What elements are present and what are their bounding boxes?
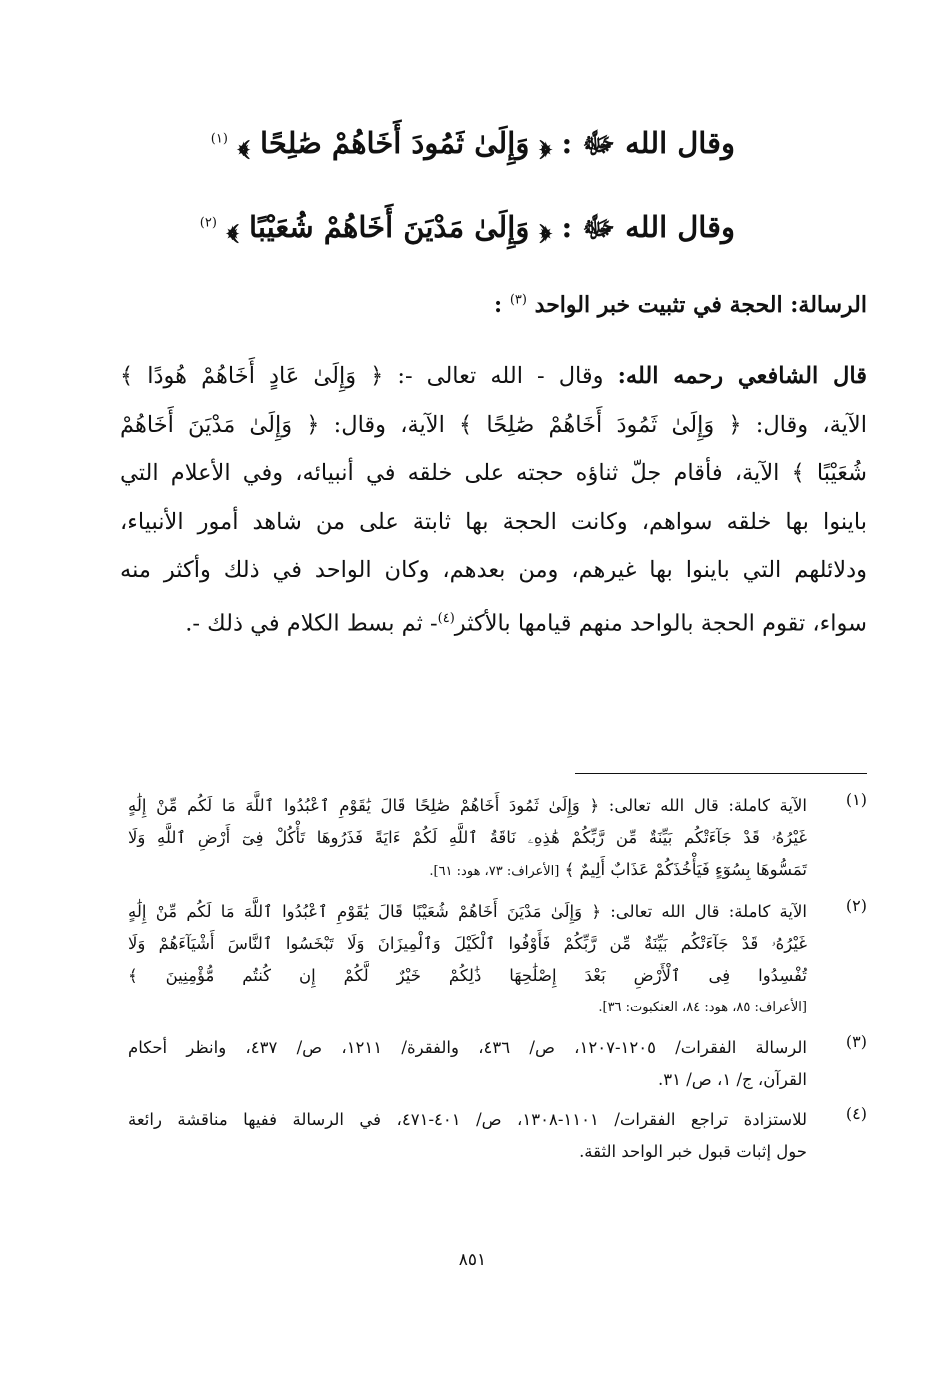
footnote-text: للاستزادة تراجع الفقرات/ ١١٠١-١٣٠٨، ص/ ٤٠١-٤٧١، في الرسالة ففيها مناقشة رائعة حول إثبات قبول خبر الواحد الثقة. [128,1110,807,1161]
verse-text: ﴿ وَإِلَىٰ ثَمُودَ أَخَاهُمْ صَٰلِحًا ﴾ [238,126,552,160]
body-line: الآية، وقال: ﴿ وَإِلَىٰ ثَمُودَ أَخَاهُمْ صَٰلِحًا ﴾ الآية، وقال: ﴿ وَإِلَىٰ مَدْيَنَ أَخَاهُمْ [120,411,867,438]
body-line: ودلائلهم التي باينوا بها غيرهم، ومن بعدهم، وكان الواحد في ذلك وأكثر منه [120,557,867,583]
page-number: ٨٥١ [458,1250,487,1270]
speaker: قال الشافعي رحمه الله: [617,363,867,389]
footnote-number: (٤) [845,1104,867,1123]
verse-text: ﴿ وَإِلَىٰ مَدْيَنَ أَخَاهُمْ شُعَيْبًا ﴾ [227,210,552,244]
body-line: قال الشافعي رحمه الله: وقال - الله تعالى -: ﴿ وَإِلَىٰ عَادٍ أَخَاهُمْ هُودًا ﴾ [120,363,867,389]
body-line: شُعَيْبًا ﴾ الآية، فأقام جلّ ثناؤه حجته على خلقه في أنبيائه، وفي الأعلام التي [120,460,867,486]
footnote-ref: (٢) [199,215,217,231]
verse-intro: وقال الله ﷻ : [561,126,735,160]
verse-line-1 [170,126,735,168]
section-heading [300,292,867,318]
footnote-separator [575,773,867,774]
footnote-2 [128,896,867,1024]
footnote-text: الرسالة الفقرات/ ١٢٠٥-١٢٠٧، ص/ ٤٣٦، والفقرة/ ١٢١١، ص/ ٤٣٧، وانظر أحكام القرآن، ج/ ١، ص/ ٣١. [128,1038,807,1089]
footnote-ref: (٤) [437,610,455,626]
footnote-3 [128,1032,867,1096]
verse-intro: وقال الله ﷻ : [561,210,735,244]
footnotes [128,790,867,1176]
footnote-source: [الأعراف: ٧٣، هود: ٦١]. [429,864,560,879]
footnote-ref: (٣) [509,292,527,308]
body-line: باينوا بها خلقه سواهم، وكانت الحجة بها ثابتة على من شاهد أمور الأنبياء، [120,508,867,535]
footnote-text: الآية كاملة: قال الله تعالى: ﴿ وَإِلَىٰ ثَمُودَ أَخَاهُمْ صَٰلِحًا قَالَ يَٰقَوْمِ ٱعْبُدُوا ٱللَّهَ مَا لَكُم مِّنْ إِلَٰهٍ غَيْرُهُۥ قَدْ جَآءَتْكُم بَيِّنَةٌ مِّن رَّبِّكُمْ هَٰذِهِۦ نَاقَةُ ٱللَّهِ لَكُمْ ءَايَةً فَذَرُوهَا تَأْكُلْ فِىٓ أَرْضِ ٱللَّهِ وَلَا تَمَسُّوهَا بِسُوٓءٍ فَيَأْخُذَكُمْ عَذَابٌ أَلِيمٌ ﴾ [الأعراف: ٧٣، هود: ٦١]. [128,796,807,879]
footnote-ref: (١) [210,131,228,147]
footnote-number: (٣) [845,1032,867,1051]
heading-suffix: : [494,292,503,318]
footnote-text: الآية كاملة: قال الله تعالى: ﴿ وَإِلَىٰ مَدْيَنَ أَخَاهُمْ شُعَيْبًا قَالَ يَٰقَوْمِ ٱعْبُدُوا ٱللَّهَ مَا لَكُم مِّنْ إِلَٰهٍ غَيْرُهُۥ قَدْ جَآءَتْكُم بَيِّنَةٌ مِّن رَّبِّكُمْ فَأَوْفُوا ٱلْكَيْلَ وَٱلْمِيزَانَ وَلَا تَبْخَسُوا ٱلنَّاسَ أَشْيَآءَهُمْ وَلَا تُفْسِدُوا فِى ٱلْأَرْضِ بَعْدَ إِصْلَٰحِهَا ذَٰلِكُمْ خَيْرٌ لَّكُمْ إِن كُنتُم مُّؤْمِنِينَ ﴾ [الأعراف: ٨٥، هود: ٨٤، العنكبوت: ٣٦]. [128,896,807,1024]
footnote-number: (١) [845,790,867,809]
footnote-source: [الأعراف: ٨٥، هود: ٨٤، العنكبوت: ٣٦]. [598,1000,807,1015]
body-paragraph [120,352,867,648]
verse-line-2 [170,210,735,252]
footnote-number: (٢) [845,896,867,915]
footnote-1 [128,790,867,888]
heading-text: الرسالة: الحجة في تثبيت خبر الواحد [534,292,867,318]
footnote-4 [128,1104,867,1168]
body-line: سواء، تقوم الحجة بالواحد منهم قيامها بالأكثر$^{(٤)}$- ثم بسط الكلام في ذلك -. [185,610,867,636]
